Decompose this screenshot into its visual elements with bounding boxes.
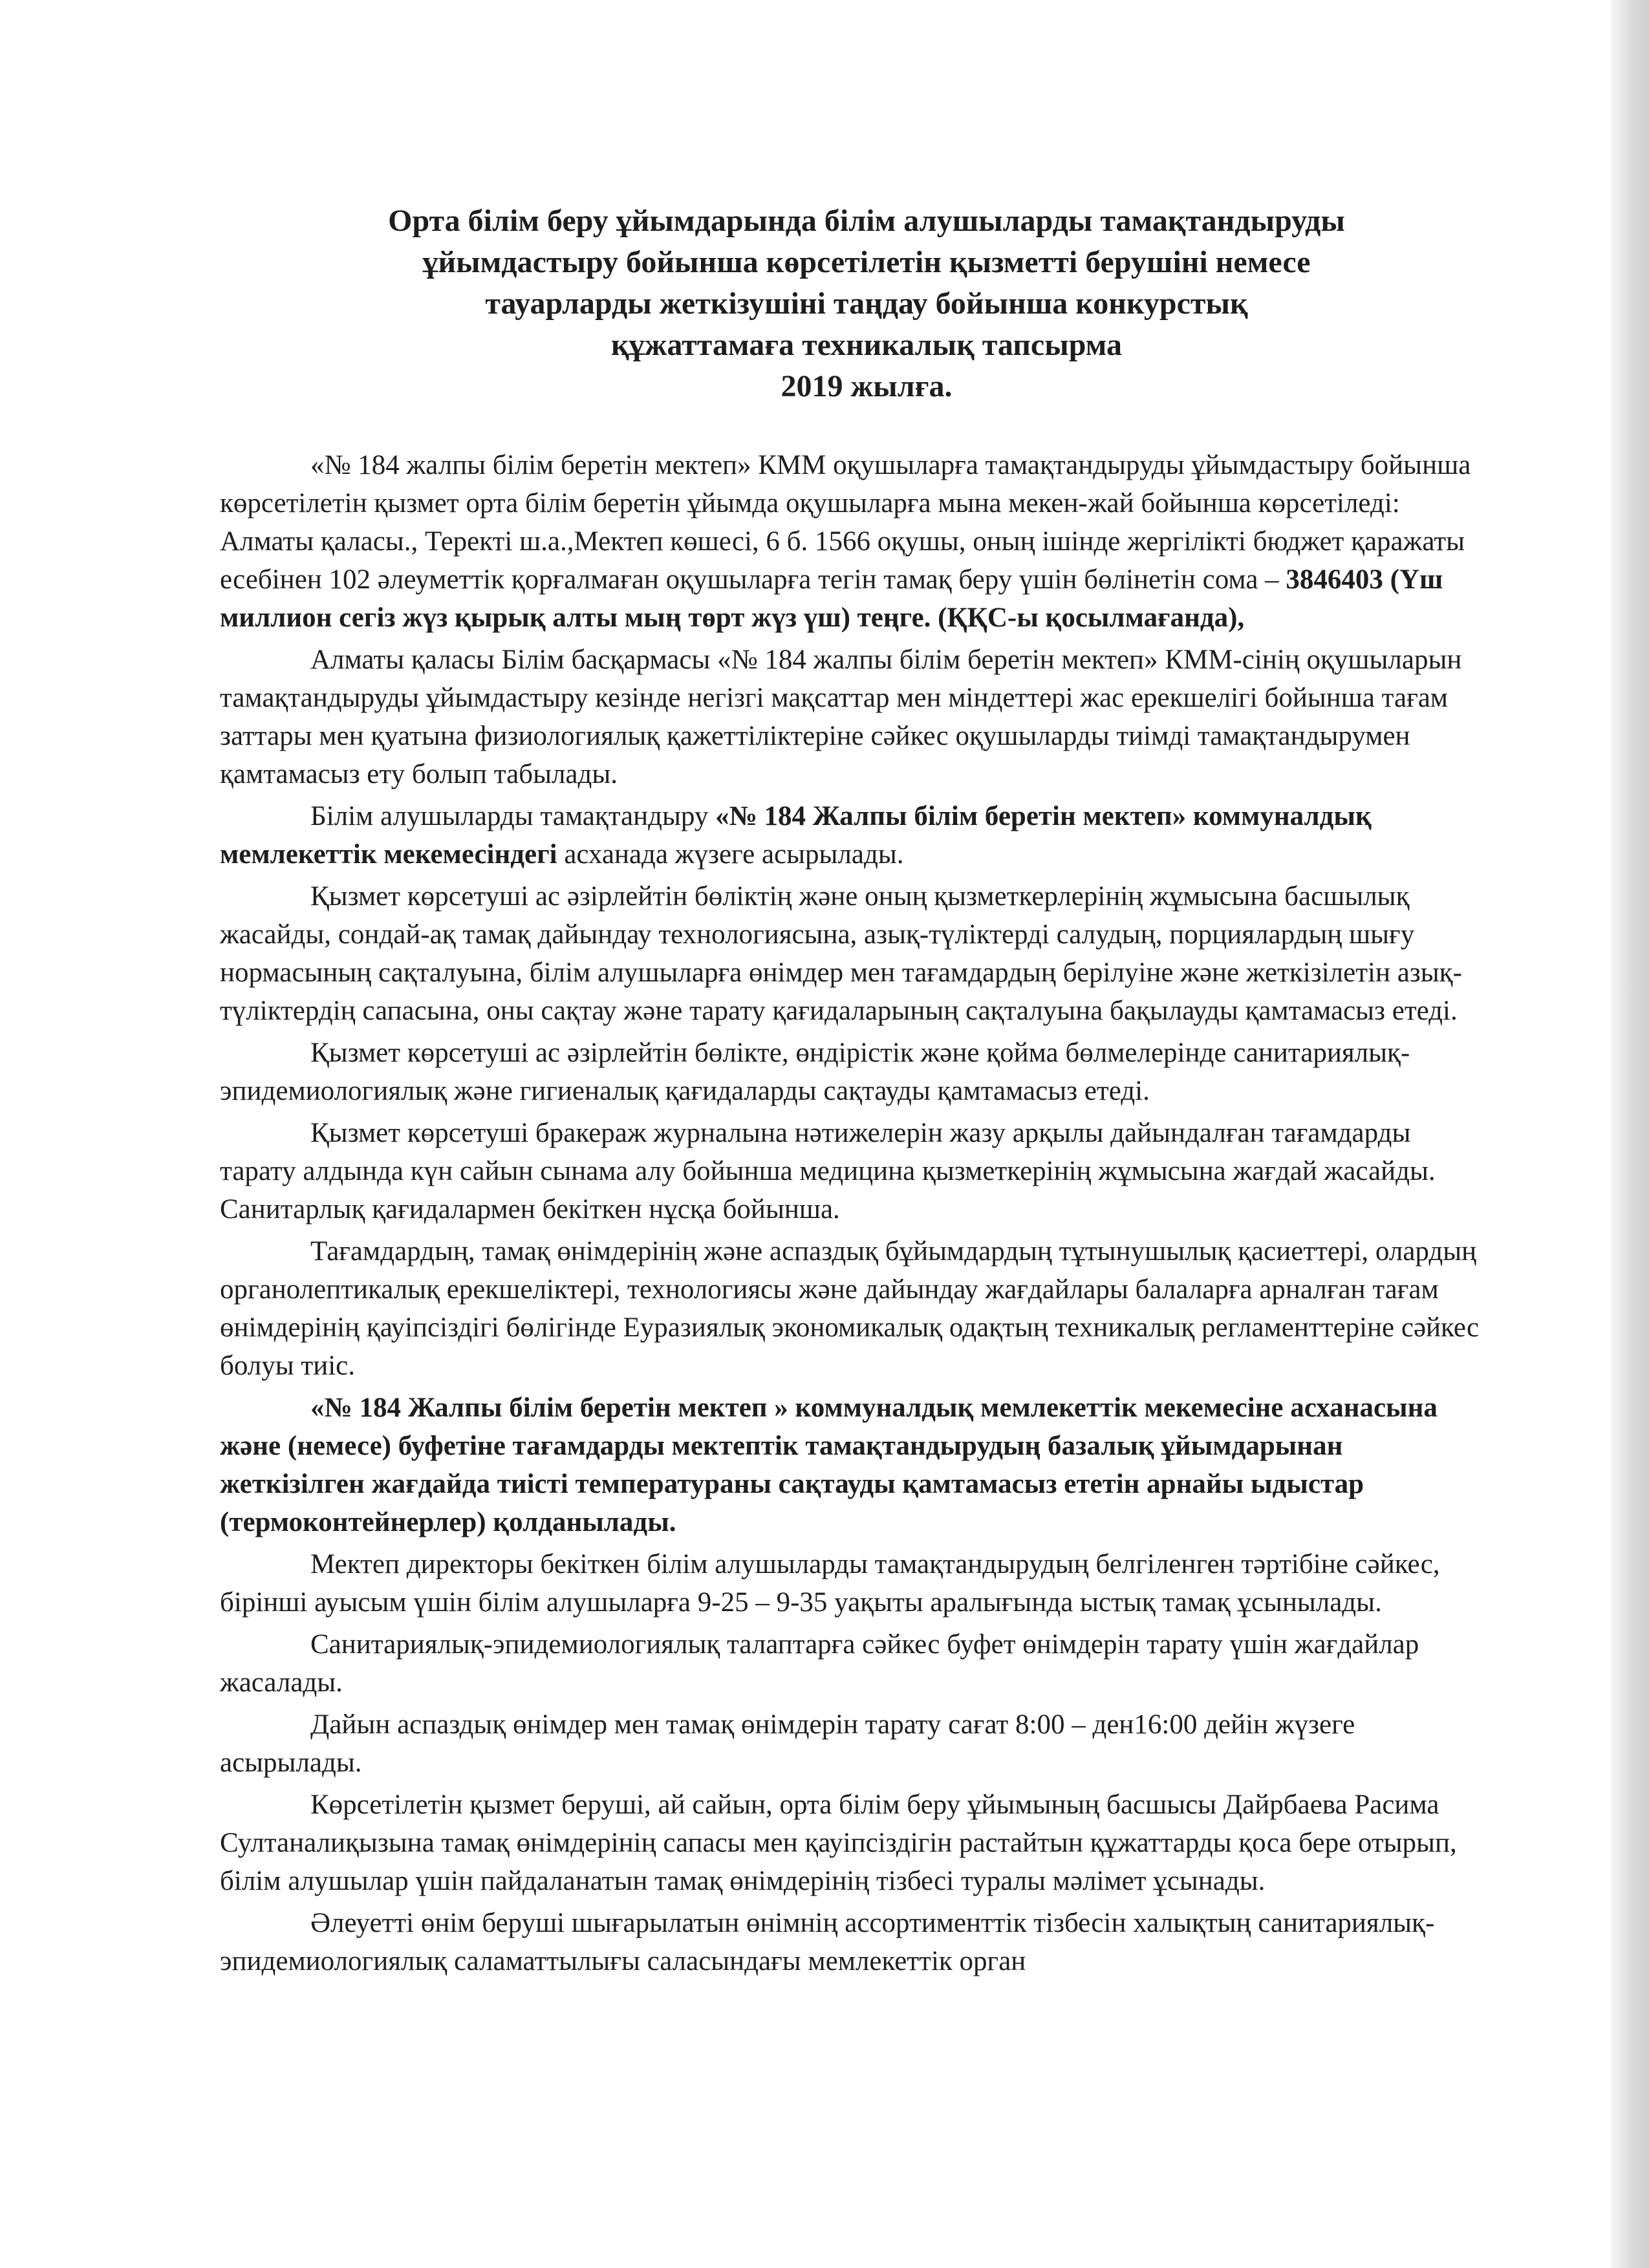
paragraph-4-text: Қызмет көрсетуші ас әзірлейтін бөліктің және оның қызметкерлерінің жұмысына басшылық жасайды, сондай-ақ тамақ дайындау технологиясына, азық-түліктерді салудың, порциялардың шығу нормасының сақталуына, білім алушыларға өнімдер мен тағамдардың берілуіне және жеткізілетін азық-түліктердің сапасына, оны сақтау және тарату қағидаларының сақталуына бақылауды қамтамасыз етеді. (220, 881, 1462, 1026)
paragraph-10-text: Санитариялық-эпидемиологиялық талаптарға сәйкес буфет өнімдерін тарату үшін жағдайлар жасалады. (220, 1629, 1419, 1698)
title-line-5: 2019 жылға. (781, 369, 953, 403)
paragraph-12 (220, 1786, 1487, 1900)
paragraph-11 (220, 1706, 1487, 1782)
scan-edge-shadow (1611, 0, 1649, 2268)
paragraph-4 (220, 877, 1487, 1030)
paragraph-11-text: Дайын аспаздық өнімдер мен тамақ өнімдерін тарату сағат 8:00 – ден16:00 дейін жүзеге асырылады. (220, 1709, 1355, 1778)
paragraph-12-text: Көрсетілетін қызмет беруші, ай сайын, орта білім беру ұйымының басшысы Дайрбаева Расима Султаналиқызына тамақ өнімдерінің сапасы мен қауіпсіздігін растайтын құжаттарды қоса бере отырып, білім алушылар үшін пайдаланатын тамақ өнімдерінің тізбесі туралы мәлімет ұсынады. (220, 1790, 1457, 1896)
paragraph-3-school-name: «№ 184 Жалпы білім беретін мектеп» коммуналдық мемлекеттік мекемесіндегі (220, 801, 1372, 870)
paragraph-8-text: «№ 184 Жалпы білім беретін мектеп » коммуналдық мемлекеттік мекемесіне асханасына және (немесе) буфетіне тағамдарды мектептік тамақтандырудың базалық ұйымдарынан жеткізілген жағдайда тиісті температураны сақтауды қамтамасыз ететін арнайы ыдыстар (термоконтейнерлер) қолданылады. (220, 1393, 1438, 1537)
title-line-4: құжаттамаға техникалық тапсырма (610, 328, 1123, 362)
paragraph-1 (220, 446, 1487, 637)
paragraph-5 (220, 1034, 1487, 1110)
document-title (246, 200, 1487, 407)
paragraph-7 (220, 1232, 1487, 1385)
paragraph-13-text: Әлеуетті өнім беруші шығарылатын өнімнің ассортименттік тізбесін халықтың санитариялық-эпидемиологиялық саламаттылығы саласындағы мемлекеттік орган (220, 1908, 1435, 1976)
document-body (220, 446, 1487, 1980)
paragraph-6-text: Қызмет көрсетуші бракераж журналына нәтижелерін жазу арқылы дайындалған тағамдарды тарату алдында күн сайын сынама алу бойынша медицина қызметкерінің жұмысына жағдай жасайды. Санитарлық қағидалармен бекіткен нұсқа бойынша. (220, 1118, 1436, 1225)
paragraph-13 (220, 1904, 1487, 1980)
paragraph-10 (220, 1625, 1487, 1702)
paragraph-9-text: Мектеп директоры бекіткен білім алушыларды тамақтандырудың белгіленген тәртібіне сәйкес, бірінші ауысым үшін білім алушыларға 9-25 – 9-35 уақыты аралығында ыстық тамақ ұсынылады. (220, 1549, 1440, 1618)
paragraph-7-text: Тағамдардың, тамақ өнімдерінің және аспаздық бұйымдардың тұтынушылық қасиеттері, олардың органолептикалық ерекшеліктері, технологиясы және дайындау жағдайлары балаларға арналған тағам өнімдерінің қауіпсіздігі бөлігінде Еуразиялық экономикалық одақтың техникалық регламенттеріне сәйкес болуы тиіс. (220, 1236, 1480, 1381)
paragraph-3 (220, 797, 1487, 873)
paragraph-8 (220, 1389, 1487, 1541)
paragraph-2 (220, 641, 1487, 793)
paragraph-2-text: Алматы қаласы Білім басқармасы «№ 184 жалпы білім беретін мектеп» КММ-сінің оқушыларын тамақтандыруды ұйымдастыру кезінде негізгі мақсаттар мен міндеттері жас ерекшелігі бойынша тағам заттары мен қуатына физиологиялық қажеттіліктеріне сәйкес оқушыларды тиімді тамақтандырумен қамтамасыз ету болып табылады. (220, 645, 1462, 789)
paragraph-9 (220, 1545, 1487, 1621)
paragraph-6 (220, 1114, 1487, 1228)
paragraph-1-text: «№ 184 жалпы білім беретін мектеп» КММ оқушыларға тамақтандыруды ұйымдастыру бойынша көрсетілетін қызмет орта білім беретін ұйымда оқушыларға мына мекен-жай бойынша көрсетіледі: Алматы қаласы., Теректі ш.а.,Мектеп көшесі, 6 б. 1566 оқушы, оның ішінде жергілікті бюджет қаражаты есебінен 102 әлеуметтік қорғалмаған оқушыларға тегін тамақ беру үшін бөлінетін сома – (220, 450, 1471, 595)
title-line-1: Орта білім беру ұйымдарында білім алушыларды тамақтандыруды (388, 204, 1345, 238)
paragraph-5-text: Қызмет көрсетуші ас әзірлейтін бөлікте, өндірістік және қойма бөлмелерінде санитариялық-эпидемиологиялық және гигиеналық қағидаларды сақтауды қамтамасыз етеді. (220, 1038, 1410, 1106)
paragraph-3-tail: асханада жүзеге асырылады. (557, 839, 904, 870)
paragraph-3-text: Білім алушыларды тамақтандыру (310, 801, 716, 831)
document-page (220, 200, 1487, 1984)
title-line-2: ұйымдастыру бойынша көрсетілетін қызметті берушіні немесе (422, 245, 1311, 279)
paragraph-1-amount: 3846403 (Үш миллион сегіз жүз қырық алты мың төрт жүз үш) теңге. (ҚҚС-ы қосылмағанда), (220, 564, 1443, 633)
title-line-3: тауарларды жеткізушіні таңдау бойынша конкурстық (485, 286, 1248, 321)
